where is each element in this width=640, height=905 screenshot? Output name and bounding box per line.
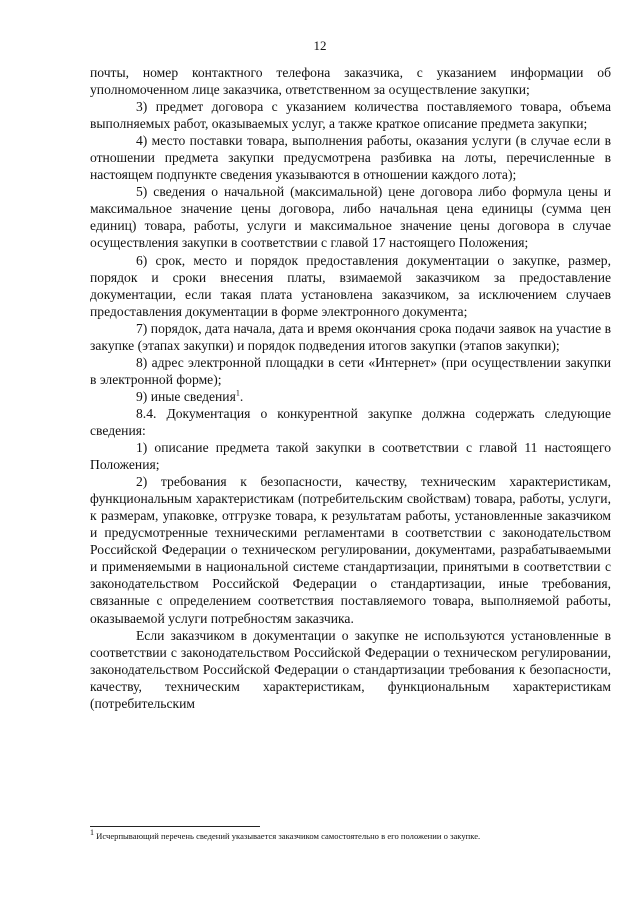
footnote-text: Исчерпывающий перечень сведений указывается заказчиком самостоятельно в его положении о закупке.	[96, 831, 481, 841]
footnote-divider	[90, 826, 260, 827]
paragraph: 8) адрес электронной площадки в сети «Интернет» (при осуществлении закупки в электронной форме);	[90, 354, 611, 387]
paragraph: 3) предмет договора с указанием количества поставляемого товара, объема выполняемых работ, оказываемых услуг, а также краткое описание предмета закупки;	[90, 99, 611, 132]
footnote-reference[interactable]: 1	[235, 388, 240, 398]
paragraph: 6) срок, место и порядок предоставления документации о закупке, размер, порядок и сроки внесения платы, взимаемой заказчиком за предоставление документации, если такая плата установлена заказчиком, за исключением случаев предоставления документации в форме электронного документа;	[90, 252, 611, 319]
page-number: 12	[313, 38, 327, 53]
paragraph: 2) требования к безопасности, качеству, техническим характеристикам, функциональным характеристикам (потребительским свойствам) товара, работы, услуги, к размерам, упаковке, отгрузке товара, к результатам работы, установленные заказчиком и предусмотренные техническими регламентами в соответствии с законодательством Российской Федерации о техническом регулировании, документами, разрабатываемыми и применяемыми в национальной системе стандартизации, принятыми в соответствии с законодательством Российской Федерации о стандартизации, иные требования, связанные с определением соответствия поставляемого товара, выполняемой работы, оказываемой услуги потребностям заказчика.	[90, 474, 611, 626]
body-text	[90, 64, 611, 712]
paragraph-text: 9) иные сведения	[136, 388, 236, 404]
paragraph-with-footnote: 9) иные сведения$^1$.	[136, 388, 244, 404]
paragraph: 5) сведения о начальной (максимальной) цене договора либо формула цены и максимальное значение цены договора, либо начальная цена единицы (сумма цен единиц) товара, работы, услуги и максимальное значение цены договора в случае осуществления закупки в соответствии с главой 17 настоящего Положения;	[90, 184, 611, 251]
footnote	[90, 828, 620, 842]
footnote-marker: 1	[90, 828, 94, 838]
paragraph: 8.4. Документация о конкурентной закупке должна содержать следующие сведения:	[90, 405, 611, 438]
paragraph: 7) порядок, дата начала, дата и время окончания срока подачи заявок на участие в закупке (этапах закупки) и порядок подведения итогов закупки (этапов закупки);	[90, 320, 611, 353]
paragraph: почты, номер контактного телефона заказчика, с указанием информации об уполномоченном лице заказчика, ответственном за осуществление закупки;	[90, 65, 611, 98]
paragraph: Если заказчиком в документации о закупке не используются установленные в соответствии с законодательством Российской Федерации о техническом регулировании, законодательством Российской Федерации о стандартизации требования к безопасности, качеству, техническим характеристикам, функциональным характеристикам (потребительским	[90, 627, 611, 711]
paragraph: 4) место поставки товара, выполнения работы, оказания услуги (в случае если в отношении предмета закупки предусмотрена разбивка на лоты, перечисленные в настоящем подпункте сведения указываются в отношении каждого лота);	[90, 133, 611, 183]
paragraph: 1) описание предмета такой закупки в соответствии с главой 11 настоящего Положения;	[90, 440, 611, 473]
